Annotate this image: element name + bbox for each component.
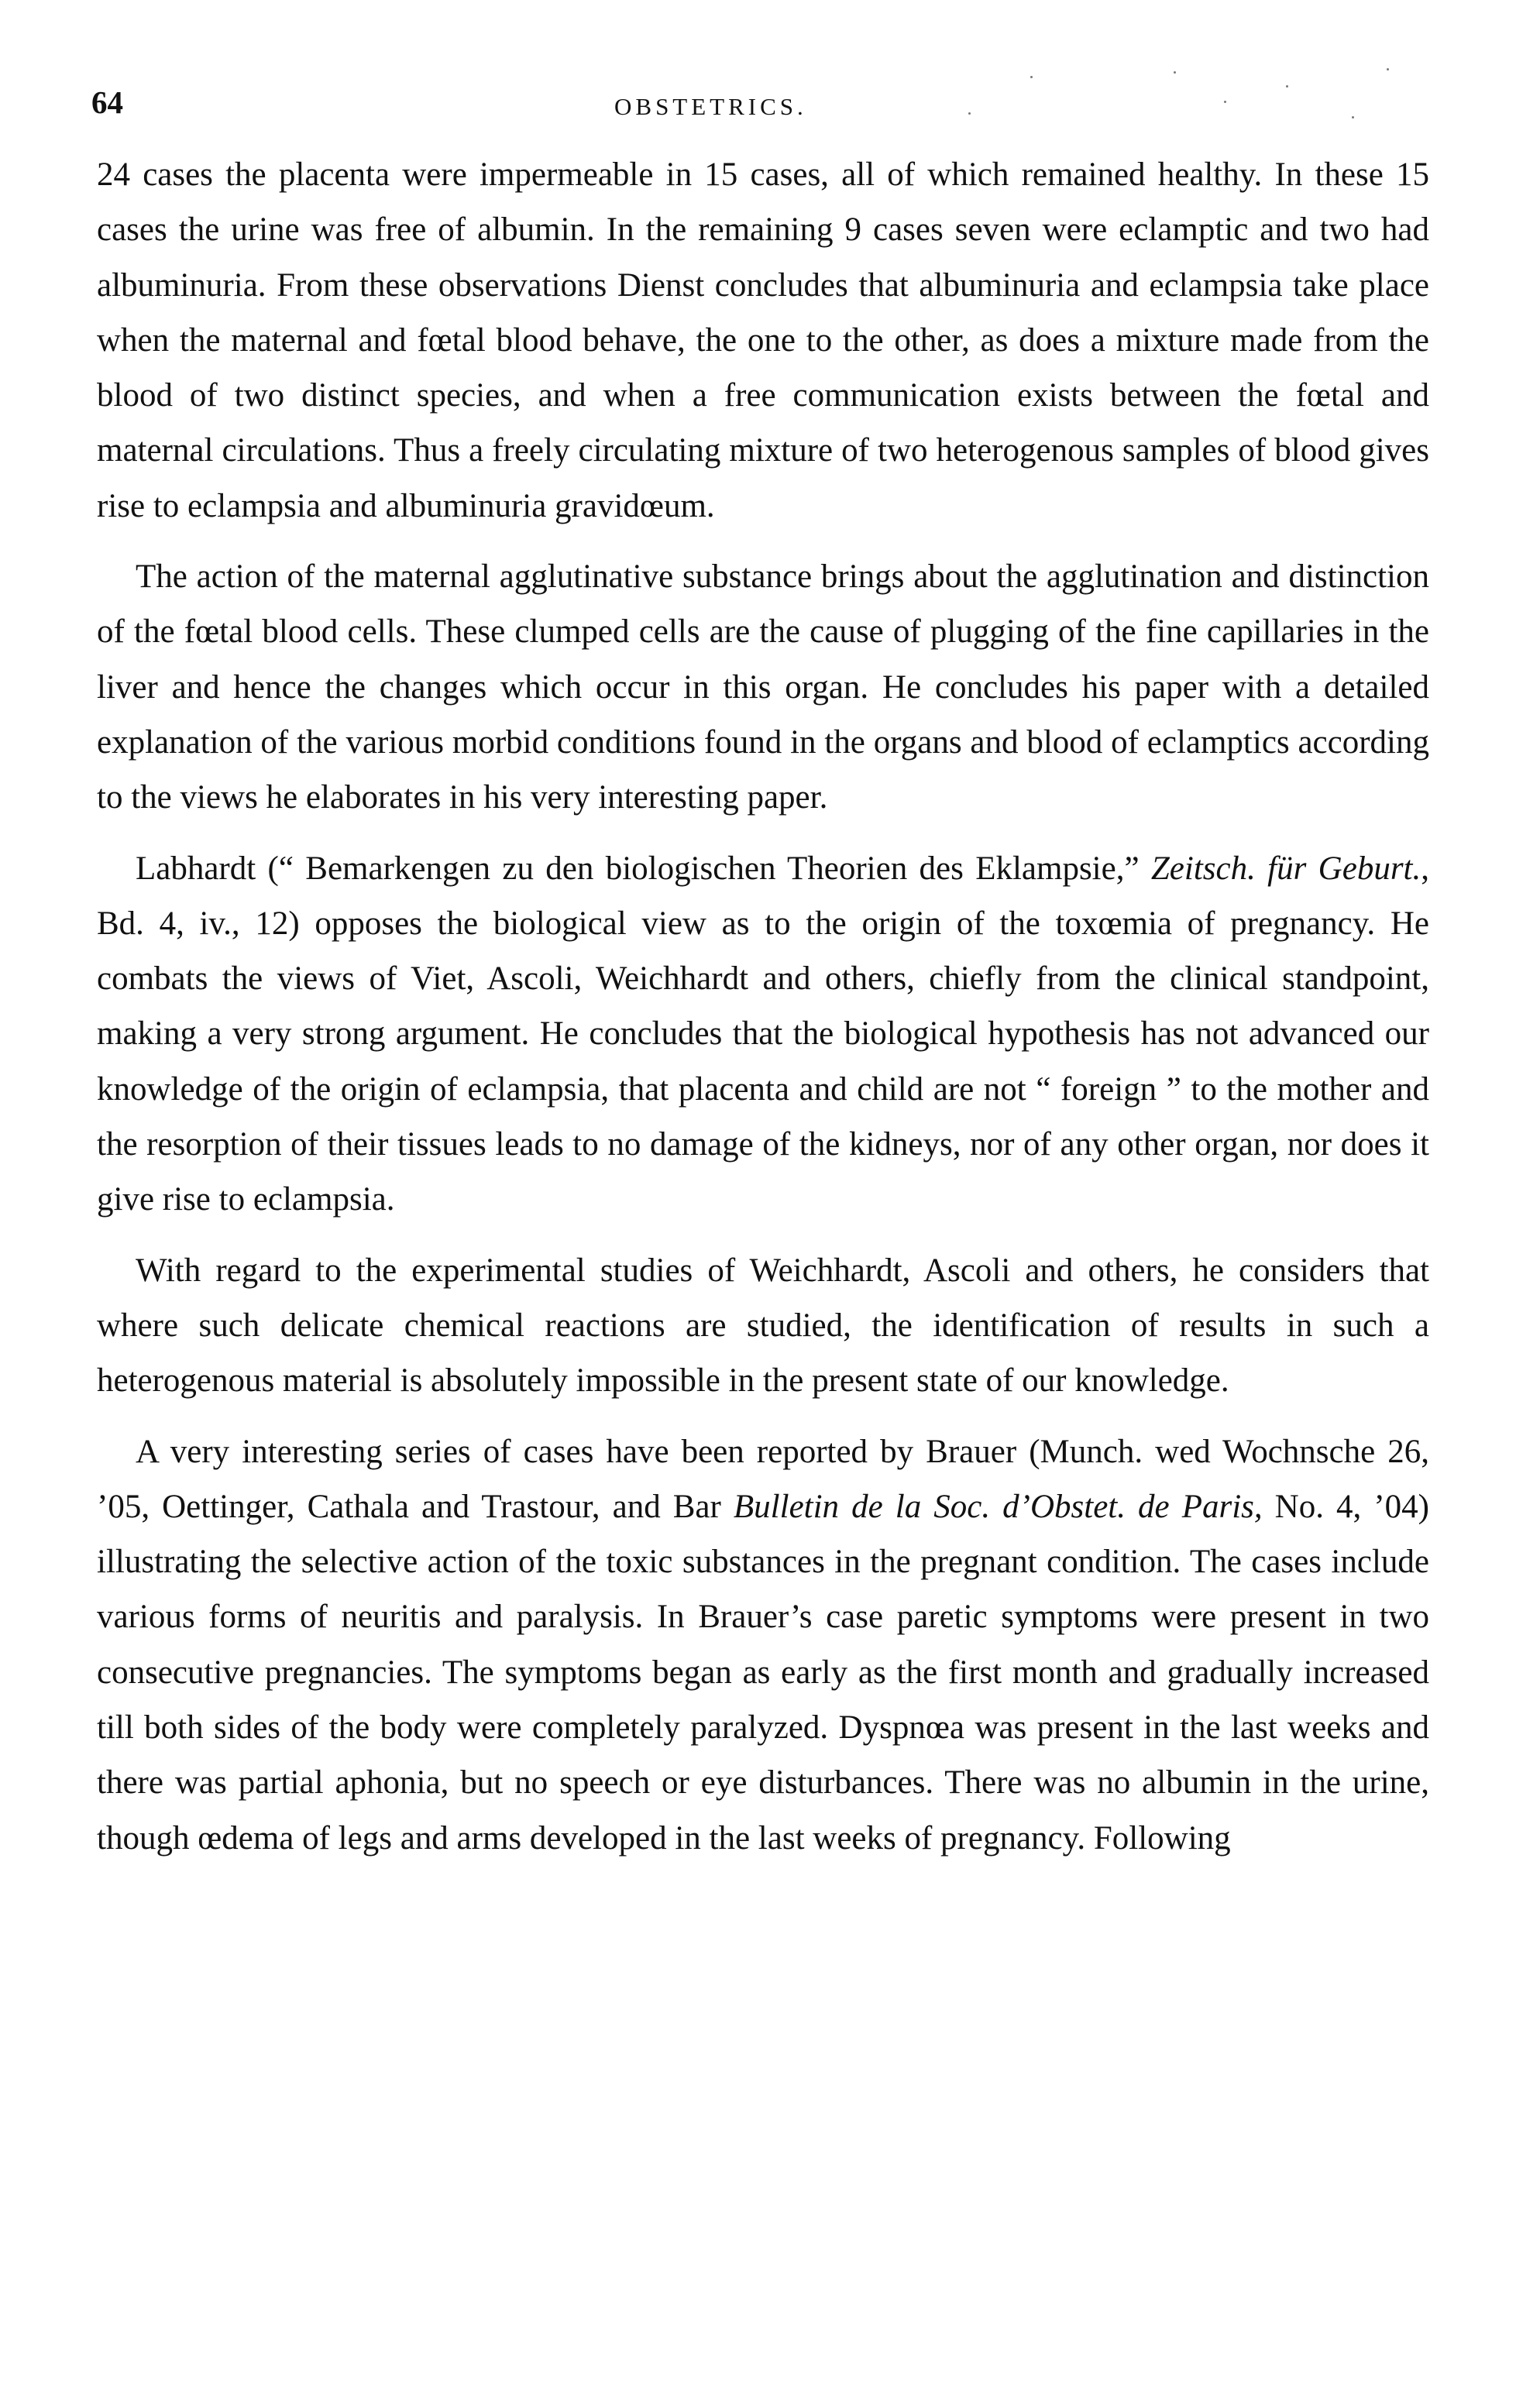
- print-speck: [1286, 85, 1288, 88]
- print-speck: [1030, 76, 1033, 78]
- paragraph-text: The action of the maternal agglutinative substance brings about the agglutination and distinction of the fœtal blood cells. These clumped cells are the cause of plugging of the fine capillaries in the liver and hence the changes which occur in this organ. He concludes his paper with a detailed explanation of the various morbid conditions found in the organs and blood of eclamptics according to the views he elaborates in his very interesting paper.: [97, 558, 1429, 816]
- paragraph-text: A very interesting series of cases have been reported by Brauer (Munch. wed Wochnsche 26, ’05, Oettinger, Cathala and Trastour, and Bar: [97, 1433, 1429, 1525]
- journal-title: Zeitsch. für Geburt.: [1150, 850, 1421, 887]
- journal-title: Bulletin de la Soc. d’Obstet. de Paris,: [733, 1488, 1263, 1525]
- paragraph-experimental-studies: [97, 1243, 1429, 1409]
- paragraph-text: Labhardt (“ Bemarkengen zu den biologischen Theorien des Eklampsie,”: [136, 850, 1151, 887]
- print-speck: [1352, 116, 1354, 119]
- running-title: OBSTETRICS.: [614, 93, 807, 120]
- print-speck: [1387, 68, 1389, 70]
- paragraph-text: , Bd. 4, iv., 12) opposes the biological view as to the origin of the toxœmia of pregnancy. He combats the views of Viet, Ascoli, Weichhardt and others, chiefly from the clinical standpoint, making a very strong argument. He concludes that the biological hypothesis has not advanced our knowledge of the origin of eclampsia, that placenta and child are not “ foreign ” to the mother and the resorption of their tissues leads to no damage of the kidneys, nor of any other organ, nor does it give rise to eclampsia.: [97, 850, 1429, 1218]
- print-speck: [968, 112, 971, 115]
- paragraph-brauer-cases: [97, 1424, 1429, 1866]
- text-column: [97, 147, 1429, 1881]
- print-speck: [1224, 101, 1226, 103]
- paragraph-labhardt: [97, 841, 1429, 1228]
- print-speck: [1174, 71, 1176, 74]
- paragraph-text: With regard to the experimental studies of Weichhardt, Ascoli and others, he considers that where such delicate chemical reactions are studied, the identification of results in such a heterogenous material is absolutely impossible in the present state of our knowledge.: [97, 1252, 1429, 1400]
- paragraph-agglutination: [97, 549, 1429, 825]
- paragraph-text: No. 4, ’04) illustrating the selective action of the toxic substances in the pregnant condition. The cases include various forms of neuritis and paralysis. In Brauer’s case paretic symptoms were present in two consecutive pregnancies. The symptoms began as early as the first month and gradually increased till both sides of the body were completely paralyzed. Dyspnœa was present in the last weeks and there was partial aphonia, but no speech or eye disturbances. There was no albumin in the urine, though œdema of legs and arms developed in the last weeks of pregnancy. Following: [97, 1488, 1429, 1857]
- paragraph-text: 24 cases the placenta were impermeable in 15 cases, all of which remained healthy. In these 15 cases the urine was free of albumin. In the remaining 9 cases seven were eclamptic and two had albuminuria. From these observations Dienst concludes that albuminuria and eclampsia take place when the maternal and fœtal blood behave, the one to the other, as does a mixture made from the blood of two distinct species, and when a free communication exists between the fœtal and maternal circulations. Thus a freely circulating mixture of two heterogenous samples of blood gives rise to eclampsia and albuminuria gravidœum.: [97, 156, 1429, 524]
- page-number: 64: [91, 84, 123, 120]
- running-header: [91, 84, 1424, 138]
- paragraph-dienst-conclusion: [97, 147, 1429, 534]
